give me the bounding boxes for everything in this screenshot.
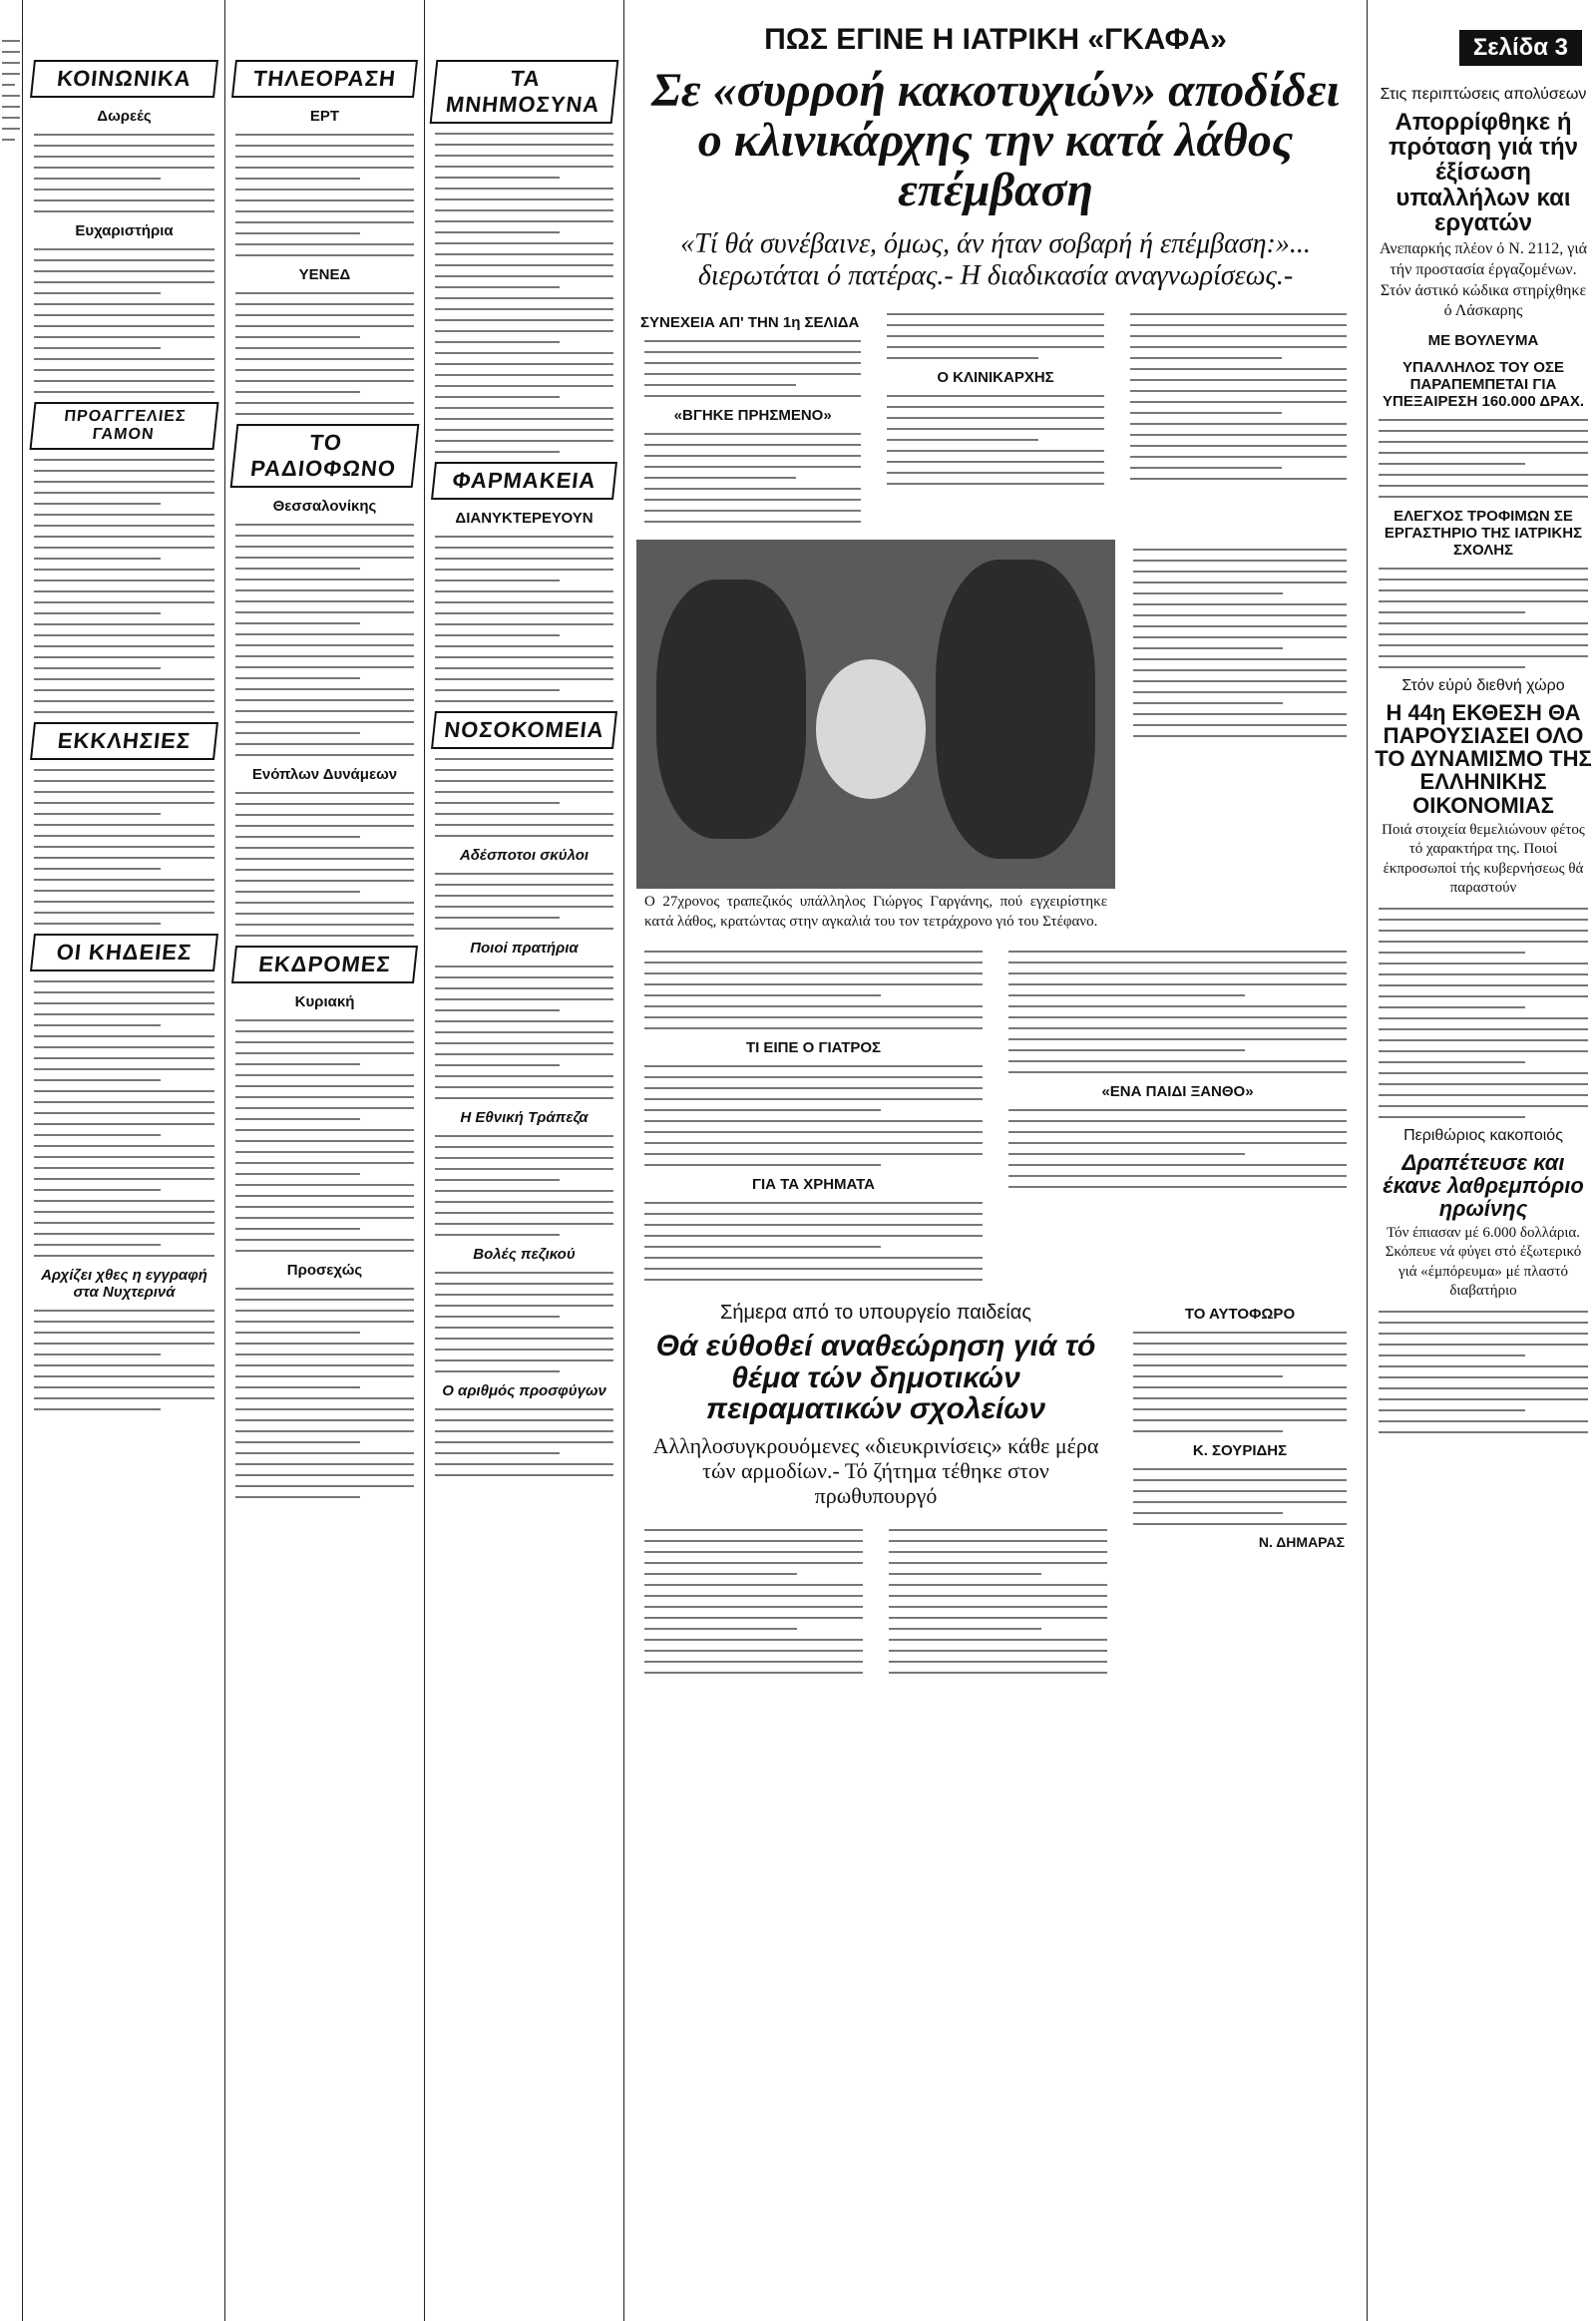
brief-head-1: Αδέσποτοι σκύλοι (459, 847, 590, 864)
subhead-doreses: Δωρεές (97, 108, 152, 125)
expo-kicker: Στόν εύρύ διεθνή χώρο (1401, 677, 1565, 695)
right-column (1371, 0, 1596, 2321)
right-kicker: Στις περιπτώσεις απολύσεων (1380, 86, 1587, 103)
brief-head-2: Ποιοί πρατήρια (470, 940, 579, 957)
column-memorials (427, 0, 621, 2321)
page-number: Σελίδα 3 (1459, 30, 1582, 66)
main-sub-2: Ο ΚΛΙΝΙΚΑΡΧΗΣ (937, 369, 1054, 387)
brief-head-3: Η Εθνική Τράπεζα (460, 1109, 589, 1126)
section-mnimosyna: ΤΑ ΜΝΗΜΟΣΥΝΑ (430, 60, 619, 124)
main-headline: Σε «συρροή κακοτυχιών» αποδίδει ο κλινικάρχης την κατά λάθος επέμβαση (651, 63, 1340, 217)
main-sub-7: Κ. ΣΟΥΡΙΔΗΣ (1192, 1442, 1288, 1460)
section-tileorasi: ΤΗΛΕΟΡΑΣΗ (231, 60, 418, 98)
subhead-prosehos: Προσεχώς (286, 1262, 363, 1279)
main-sub-4: ΓΙΑ ΤΑ ΧΡΗΜΑΤΑ (751, 1176, 876, 1194)
expo-deck: Ποιά στοιχεία θεμελιώνουν φέτος τό χαρακτήρα της. Ποιοί έκπροσωποί τής κυβερνήσεως θά παραστούν (1382, 821, 1585, 897)
main-sub-5: «ΕΝΑ ΠΑΙΔΙ ΞΑΝΘΟ» (1101, 1083, 1254, 1101)
school-deck: Αλληλοσυγκρουόμενες «διευκρινίσεις» κάθε μέρα τών αρμοδίων.- Τό ζήτημα τέθηκε στον πρωθυπουργό (652, 1432, 1099, 1509)
subhead-yened: ΥΕΝΕΔ (298, 266, 351, 283)
escape-kicker: Περιθώριος κακοποιός (1403, 1126, 1563, 1144)
school-headline: Θά εύθοθεί αναθεώρηση γιά τό θέμα τών δημοτικών πειραματικών σχολείων (655, 1330, 1096, 1426)
section-proaggelies: ΠΡΟΑΓΓΕΛΙΕΣ ΓΑΜΟΝ (29, 402, 218, 450)
right-side-head-1: ΜΕ ΒΟΥΛΕΥΜΑ (1427, 332, 1539, 350)
subhead-efharistiria: Ευχαριστήρια (75, 222, 174, 239)
right-deck: Ανεπαρκής πλέον ό Ν. 2112, γιά τήν προστασία έργαζομένων. Στόν άστικό κώδικα στηρίχθηκε ό Λάσκαρης (1379, 239, 1588, 320)
right-side-head-3: ΕΛΕΓΧΟΣ ΤΡΟΦΙΜΩΝ ΣΕ ΕΡΓΑΣΤΗΡΙΟ ΤΗΣ ΙΑΤΡΙΚΗΣ ΣΧΟΛΗΣ (1384, 508, 1583, 560)
main-byline: Ν. ΔΗΜΑΡΑΣ (1258, 1534, 1345, 1551)
right-side-head-2: ΥΠΑΛΛΗΛΟΣ ΤΟΥ ΟΣΕ ΠΑΡΑΠΕΜΠΕΤΑΙ ΓΙΑ ΥΠΕΞΑΙΡΕΣΗ 160.000 ΔΡΑΧ. (1382, 359, 1585, 411)
main-photo (636, 540, 1115, 889)
main-sub-3: ΤΙ ΕΙΠΕ Ο ΓΙΑΤΡΟΣ (745, 1039, 882, 1057)
subhead-ert: ΕΡΤ (309, 108, 340, 125)
brief-head-4: Βολές πεζικού (473, 1246, 576, 1263)
section-nosokomeia: ΝΟΣΟΚΟΜΕΙΑ (431, 711, 617, 749)
section-ekklisies: ΕΚΚΛΗΣΙΕΣ (30, 722, 218, 760)
section-radiofono: ΤΟ ΡΑΔΙΟΦΩΝΟ (230, 424, 420, 488)
main-kicker: ΠΩΣ ΕΓΙΝΕ Η ΙΑΤΡΙΚΗ «ΓΚΑΦΑ» (764, 23, 1227, 56)
section-farmakeia: ΦΑΡΜΑΚΕΙΑ (431, 462, 617, 500)
main-story (628, 0, 1363, 2321)
subhead-nyhterina: Αρχίζει χθες η εγγραφή στα Νυχτερινά (41, 1267, 207, 1301)
brief-head-5: Ο αριθμός προσφύγων (442, 1382, 606, 1399)
subhead-thessalonikis: Θεσσαλονίκης (272, 498, 377, 515)
subhead-enoplon: Ενόπλων Δυνάμεων (251, 766, 398, 783)
escape-headline: Δραπέτευσε και έκανε λαθρεμπόριο ηρωίνης (1383, 1149, 1584, 1221)
main-sub-1: «ΒΓΗΚΕ ΠΡΗΣΜΕΝΟ» (673, 407, 832, 425)
column-tv-radio (227, 0, 422, 2321)
main-sub-6: ΤΟ ΑΥΤΟΦΩΡΟ (1184, 1306, 1296, 1324)
main-deck: «Τί θά συνέβαινε, όμως, άν ήταν σοβαρή ή επέμβαση:»... διερωτάται ό πατέρας.- Η διαδικασία αναγνωρίσεως.- (680, 227, 1311, 291)
section-koinonika: ΚΟΙΝΩΝΙΚΑ (30, 60, 218, 98)
school-kicker: Σήμερα από το υπουργείο παιδείας (720, 1302, 1031, 1325)
right-headline: Απορρίφθηκε ή πρόταση γιά τήν έξίσωση υπαλλήλων και εργατών (1389, 109, 1578, 236)
photo-caption: Ο 27χρονος τραπεζικός υπάλληλος Γιώργος Γαργάνης, πού εγχειρίστηκε κατά λάθος, κρατώντας στην αγκαλιά του τον τετράχρονο γιό του Στέφανο. (644, 894, 1107, 930)
section-ekdromes: ΕΚΔΡΟΜΕΣ (231, 946, 418, 983)
column-social (26, 0, 222, 2321)
subhead-kyriaki: Κυριακή (294, 993, 355, 1010)
section-kidies: ΟΙ ΚΗΔΕΙΕΣ (30, 934, 218, 971)
prev-page-sliver (0, 0, 22, 2321)
subhead-dianykterevoun: ΔΙΑΝΥΚΤΕΡΕΥΟΥΝ (455, 510, 594, 527)
main-continuation: ΣΥΝΕΧΕΙΑ ΑΠ' ΤΗΝ 1η ΣΕΛΙΔΑ (640, 314, 860, 332)
escape-deck: Τόν έπιασαν μέ 6.000 δολλάρια. Σκόπευε νά φύγει στό έξωτερικό γιά «έμπόρευμα» μέ πλαστό διαβατήριο (1385, 1224, 1582, 1300)
expo-headline: Η 44η ΕΚΘΕΣΗ ΘΑ ΠΑΡΟΥΣΙΑΣΕΙ ΟΛΟ ΤΟ ΔΥΝΑΜΙΣΜΟ ΤΗΣ ΕΛΛΗΝΙΚΗΣ ΟΙΚΟΝΟΜΙΑΣ (1375, 700, 1592, 818)
